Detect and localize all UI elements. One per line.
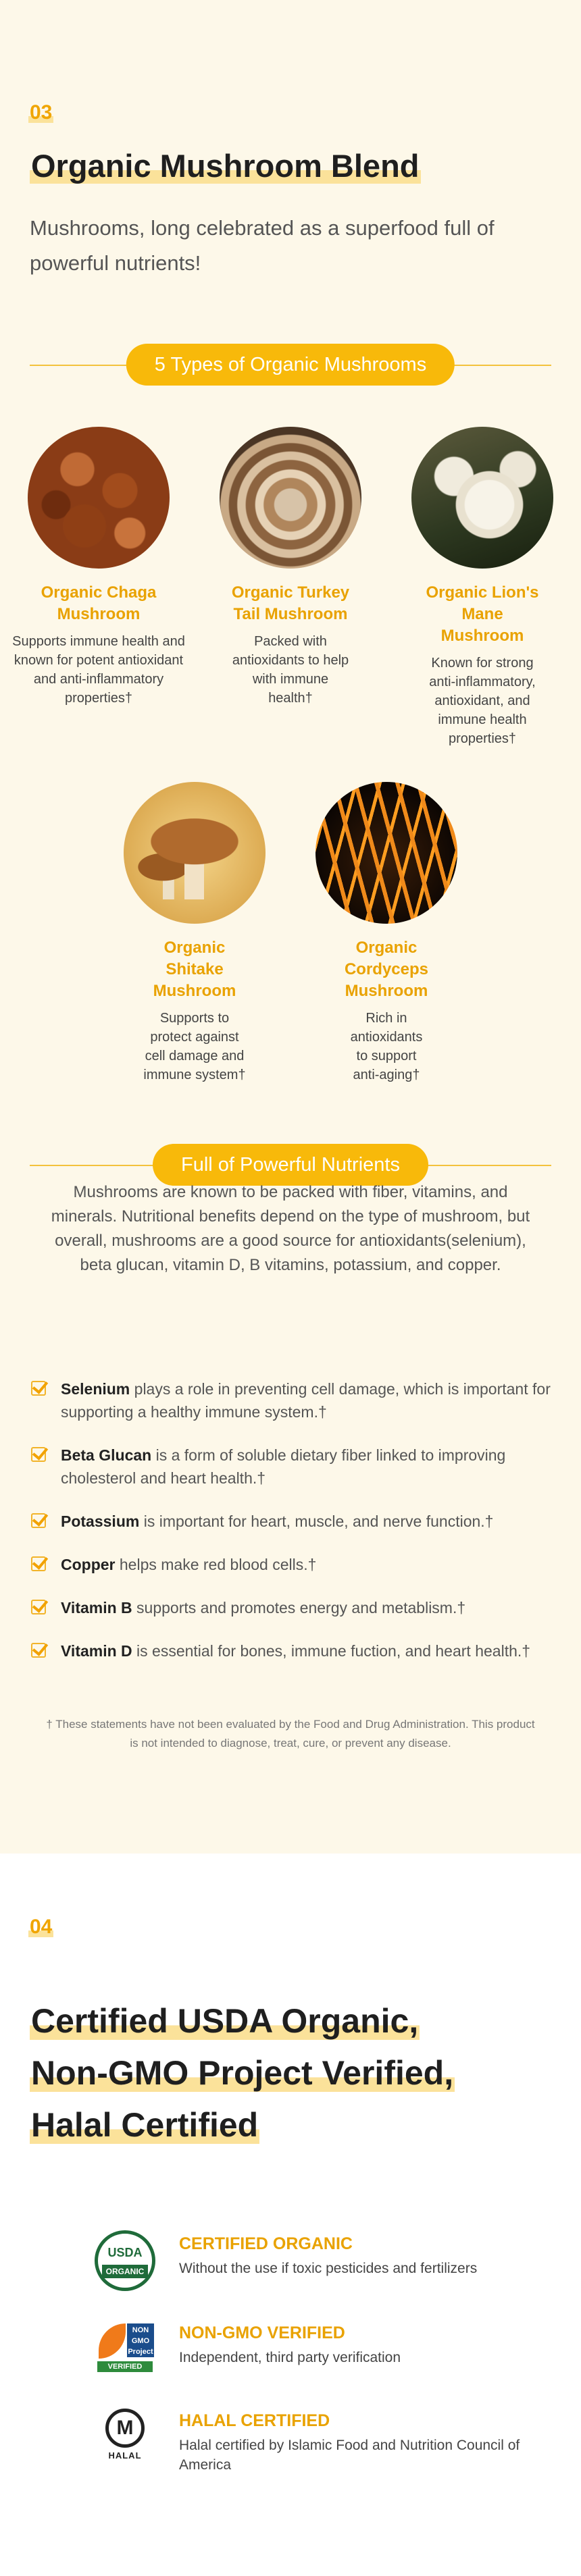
butterfly-icon — [99, 2323, 126, 2359]
certifications-title: Certified USDA Organic, Non-GMO Project Verified, Halal Certified — [31, 2002, 454, 2144]
section-number-03: 03 — [30, 101, 53, 124]
cert-title: CERTIFIED ORGANIC — [179, 2234, 353, 2253]
shitake-mushroom-image — [124, 782, 266, 924]
mushroom-name: Organic Turkey Tail Mushroom — [231, 583, 350, 623]
mushroom-desc: Packed with antioxidants to help with immune health† — [232, 634, 349, 706]
nutrient-item: Potassium is important for heart, muscle, and nerve function.† — [30, 1510, 557, 1533]
nutrient-item: Selenium plays a role in preventing cell damage, which is important for supporting a healthy immune system.† — [30, 1377, 557, 1423]
checkbox-icon — [31, 1600, 46, 1614]
cert-title: HALAL CERTIFIED — [179, 2411, 330, 2430]
checkbox-icon — [31, 1447, 46, 1462]
mushroom-card-chaga — [11, 427, 186, 708]
mushroom-name: Organic Chaga Mushroom — [41, 583, 157, 623]
turkey-tail-mushroom-image — [220, 427, 361, 569]
mushroom-name: Organic Cordyceps Mushroom — [344, 939, 429, 1000]
chaga-mushroom-image — [28, 427, 170, 569]
cert-usda-organic — [95, 2230, 527, 2291]
checkbox-icon — [31, 1643, 46, 1658]
section-certifications — [0, 1854, 581, 2576]
mushroom-name: Organic Shitake Mushroom — [153, 939, 236, 1000]
types-pill: 5 Types of Organic Mushrooms — [126, 344, 455, 386]
cert-desc: Independent, third party verification — [179, 2350, 401, 2365]
nutrient-item: Copper helps make red blood cells.† — [30, 1553, 557, 1576]
nutrients-heading — [30, 1144, 551, 1186]
mushroom-card-lions-mane — [395, 427, 570, 748]
checkbox-icon — [31, 1556, 46, 1571]
usda-organic-logo-icon: USDA ORGANIC — [95, 2230, 155, 2291]
mushroom-desc: Supports to protect against cell damage and immune system† — [143, 1011, 246, 1082]
mushroom-card-turkey-tail — [203, 427, 378, 708]
mushroom-desc: Rich in antioxidants to support anti-aging† — [350, 1011, 423, 1082]
checkbox-icon — [31, 1513, 46, 1528]
halal-logo-icon: M HALAL — [95, 2407, 155, 2468]
intro-text: Mushrooms, long celebrated as a superfood full of powerful nutrients! — [30, 216, 495, 275]
section-title: Organic Mushroom Blend — [31, 148, 420, 184]
mushroom-desc: Known for strong anti-inflammatory, antioxidant, and immune health properties† — [429, 656, 536, 746]
cert-desc: Without the use if toxic pesticides and fertilizers — [179, 2261, 478, 2276]
fda-disclaimer: † These statements have not been evaluated by the Food and Drug Administration. This product is not intended to diagnose, treat, cure, or prevent any disease. — [46, 1718, 535, 1750]
nutrient-checklist — [30, 1377, 557, 1683]
mushroom-name: Organic Lion's Mane Mushroom — [426, 583, 539, 645]
types-heading — [30, 344, 551, 386]
mushroom-card-shitake — [107, 782, 282, 1084]
checkbox-icon — [31, 1381, 46, 1396]
cert-non-gmo — [95, 2319, 527, 2380]
nutrients-pill: Full of Powerful Nutrients — [153, 1144, 428, 1186]
cert-halal — [95, 2407, 527, 2473]
nutrient-item: Vitamin B supports and promotes energy and metablism.† — [30, 1596, 557, 1619]
nutrients-paragraph: Mushrooms are known to be packed with fiber, vitamins, and minerals. Nutritional benefits depend on the type of mushroom, but overall, mushrooms are a good source for antioxidants(selenium), beta glucan, vitamin D, B vitamins, potassium, and copper. — [51, 1183, 530, 1274]
nutrient-item: Beta Glucan is a form of soluble dietary fiber linked to improving cholesterol and heart health.† — [30, 1444, 557, 1490]
cert-title: NON-GMO VERIFIED — [179, 2323, 345, 2342]
cert-desc: Halal certified by Islamic Food and Nutrition Council of America — [179, 2438, 520, 2473]
section-number-04: 04 — [30, 1916, 53, 1938]
nutrient-item: Vitamin D is essential for bones, immune fuction, and heart health.† — [30, 1639, 557, 1662]
mushroom-card-cordyceps — [299, 782, 474, 1084]
non-gmo-logo-icon: NON GMO Project VERIFIED — [95, 2319, 155, 2380]
lions-mane-mushroom-image — [411, 427, 553, 569]
mushroom-desc: Supports immune health and known for potent antioxidant and anti-inflammatory properties† — [12, 634, 185, 706]
cordyceps-mushroom-image — [315, 782, 457, 924]
